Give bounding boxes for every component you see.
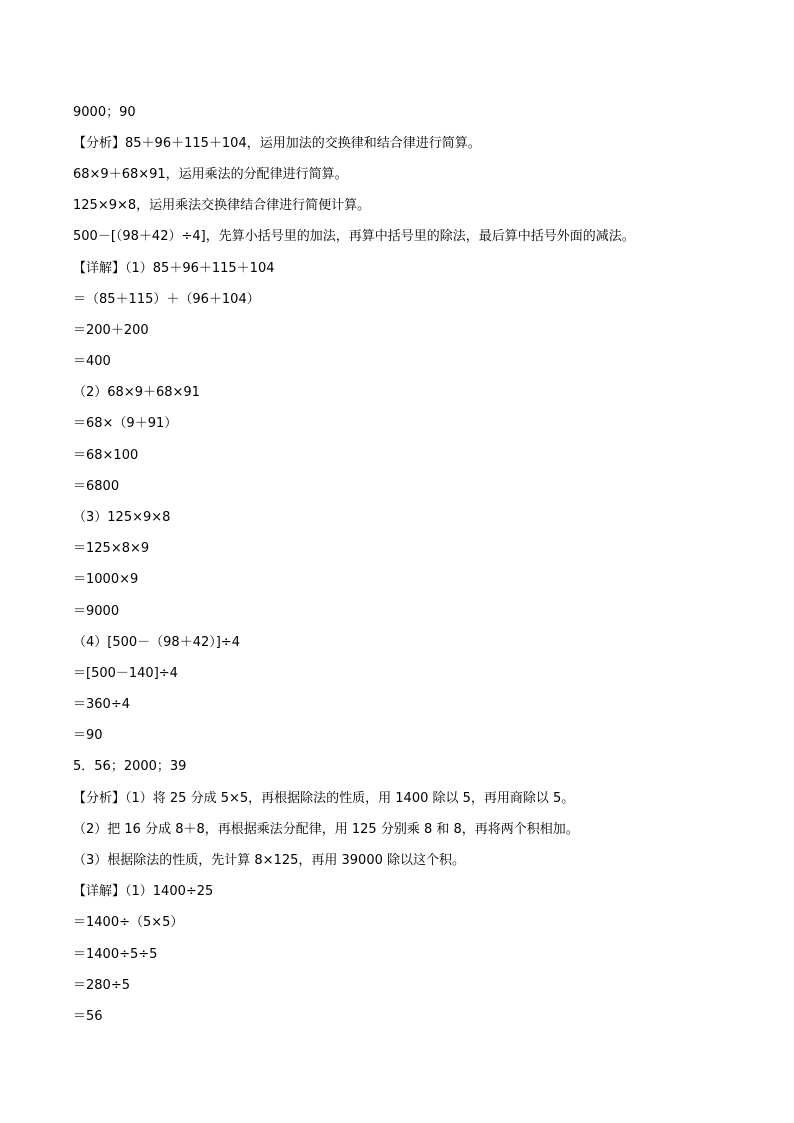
detail-step-3-header: （3）125×9×8 (73, 510, 171, 525)
detail-step-1-line-2: ＝200＋200 (73, 323, 149, 338)
detail-step-3-line-2: ＝1000×9 (73, 572, 139, 587)
analysis5-line-2: （2）把 16 分成 8＋8，再根据乘法分配律，用 125 分别乘 8 和 8，再将两个积相加。 (73, 822, 579, 837)
detail-step-4-header: （4）[500－（98＋42）]÷4 (73, 635, 240, 650)
analysis-line-2: 68×9＋68×91，运用乘法的分配律进行简算。 (73, 167, 348, 182)
detail-step-3-line-1: ＝125×8×9 (73, 541, 150, 556)
analysis-line-4: 500－[（98＋42）÷4]，先算小括号里的加法，再算中括号里的除法，最后算中括号外面的减法。 (73, 229, 635, 244)
detail-step-3-line-3: ＝9000 (73, 604, 120, 619)
analysis5-line-3: （3）根据除法的性质，先计算 8×125，再用 39000 除以这个积。 (73, 853, 465, 868)
detail5-step-1-line-3: ＝280÷5 (73, 978, 130, 993)
detail5-step-1-line-4: ＝56 (73, 1009, 103, 1024)
analysis-line-1: 【分析】85＋96＋115＋104，运用加法的交换律和结合律进行简算。 (73, 136, 481, 151)
analysis5-line-1: 【分析】（1）将 25 分成 5×5，再根据除法的性质，用 1400 除以 5，再用商除以 5。 (73, 791, 575, 806)
detail-step-2-header: （2）68×9＋68×91 (73, 385, 200, 400)
detail5-step-1-header: 【详解】（1）1400÷25 (73, 884, 214, 899)
detail5-step-1-line-2: ＝1400÷5÷5 (73, 947, 158, 962)
detail-step-1-header: 【详解】（1）85＋96＋115＋104 (73, 261, 275, 276)
detail-step-2-line-1: ＝68×（9＋91） (73, 416, 178, 431)
answer-line-4: 9000；90 (73, 105, 136, 120)
detail-step-4-line-2: ＝360÷4 (73, 697, 130, 712)
detail-step-1-line-1: ＝（85＋115）＋（96＋104） (73, 292, 260, 307)
detail-step-1-line-3: ＝400 (73, 354, 111, 369)
detail-step-4-line-1: ＝[500－140]÷4 (73, 666, 178, 681)
analysis-line-3: 125×9×8，运用乘法交换律结合律进行简便计算。 (73, 198, 371, 213)
detail-step-2-line-3: ＝6800 (73, 479, 120, 494)
detail5-step-1-line-1: ＝1400÷（5×5） (73, 915, 184, 930)
answer-line-5: 5．56；2000；39 (73, 759, 187, 774)
detail-step-2-line-2: ＝68×100 (73, 448, 139, 463)
detail-step-4-line-3: ＝90 (73, 728, 103, 743)
